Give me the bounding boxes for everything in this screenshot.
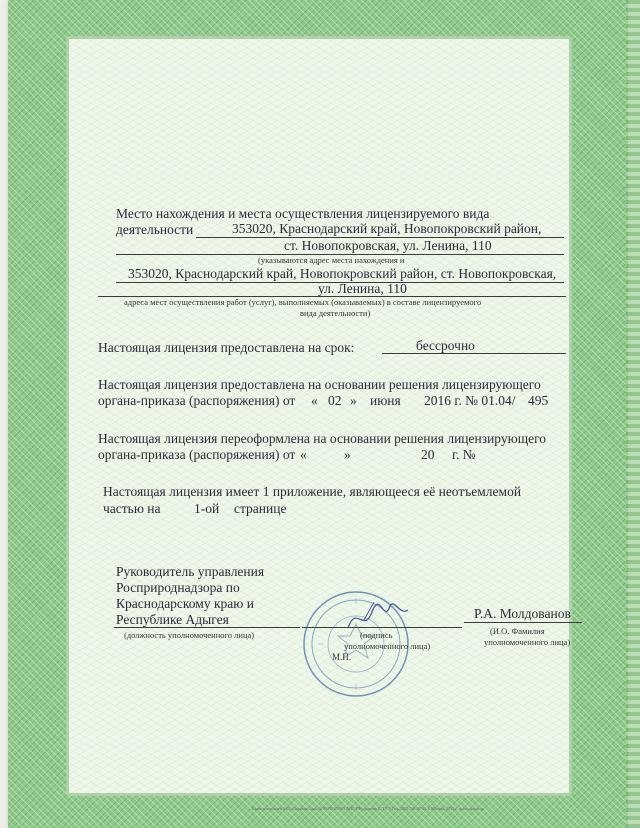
- basis-prefix: органа-приказа (распоряжения) от: [98, 393, 296, 408]
- appendix-pages: 1-ой: [194, 501, 220, 516]
- appendix-line2-suffix: странице: [234, 501, 287, 516]
- stamp-place: М.П.: [332, 652, 352, 662]
- caption-work-line2: вида деятельности): [300, 308, 371, 318]
- reissue-line1: Настоящая лицензия переоформлена на основании решения лицензирующего: [98, 431, 547, 446]
- work-address-line2: ул. Ленина, 110: [318, 281, 407, 296]
- position-line1: Руководитель управления: [116, 564, 265, 579]
- license-sheet: [8, 0, 628, 828]
- basis-number: 495: [528, 393, 549, 408]
- caption-work-line1: адреса мест осуществления работ (услуг), выполняемых (оказываемых) в составе лицензируемого: [124, 297, 482, 307]
- reissue-prefix: органа-приказа (распоряжения) от: [98, 447, 296, 462]
- appendix-line2-prefix: частью на: [103, 501, 161, 516]
- position-caption: (должность уполномоченного лица): [124, 630, 255, 640]
- reissue-year-prefix: 20: [421, 447, 435, 462]
- signature-caption-line2: уполномоченного лица): [344, 641, 431, 651]
- reissue-year-suffix: г. №: [452, 447, 476, 462]
- position-line3: Краснодарскому краю и: [116, 596, 254, 611]
- address-line2: ст. Новопокровская, ул. Ленина, 110: [284, 238, 492, 253]
- right-edge-ornament: [626, 0, 640, 828]
- basis-line1: Настоящая лицензия предоставлена на основании решения лицензирующего: [98, 377, 541, 392]
- basis-year: 2016 г. № 01.04/: [424, 393, 516, 408]
- position-line4: Республике Адыгея: [116, 612, 229, 627]
- position-line2: Росприроднадзора по: [116, 580, 240, 595]
- reissue-quote-close: »: [344, 447, 351, 462]
- basis-month: июня: [370, 393, 401, 408]
- basis-day: 02: [328, 393, 342, 408]
- name-caption-line1: (И.О. Фамилия: [490, 626, 545, 636]
- term-label: Настоящая лицензия предоставлена на срок:: [98, 340, 355, 355]
- name-underline: [464, 622, 582, 623]
- basis-quote-close: »: [350, 393, 357, 408]
- position-underline: [114, 627, 300, 628]
- appendix-line1: Настоящая лицензия имеет 1 приложение, являющееся её неотъемлемой: [103, 484, 522, 499]
- location-heading-line1: Место нахождения и места осуществления лицензируемого вида: [116, 206, 490, 221]
- name-caption-line2: уполномоченного лица): [484, 637, 571, 647]
- term-underline: [382, 353, 566, 354]
- address-line1: 353020, Краснодарский край, Новопокровский район,: [232, 221, 542, 236]
- signatory-name: Р.А. Молдованов: [474, 606, 571, 621]
- signature-underline: [302, 627, 462, 628]
- term-value: бессрочно: [416, 338, 475, 353]
- basis-quote-open: «: [311, 393, 318, 408]
- caption-location: (указываются адрес места нахождения и: [258, 255, 405, 265]
- reissue-quote-open: «: [300, 447, 307, 462]
- work-address-line1: 353020, Краснодарский край, Новопокровский район, ст. Новопокровская,: [128, 266, 557, 281]
- location-heading-line2: деятельности: [116, 222, 194, 237]
- printer-footer: Бланк изготовлен ЗАО «Опцион» (лиц.№ 05-05-09/003 ФНС РФ) уровень Б, ТУ 5 Тел. (495) 726-47-42, г. Москва, 2013 г., www.opcion.ru: [252, 806, 484, 811]
- signature-caption-line1: (подпись: [360, 630, 393, 640]
